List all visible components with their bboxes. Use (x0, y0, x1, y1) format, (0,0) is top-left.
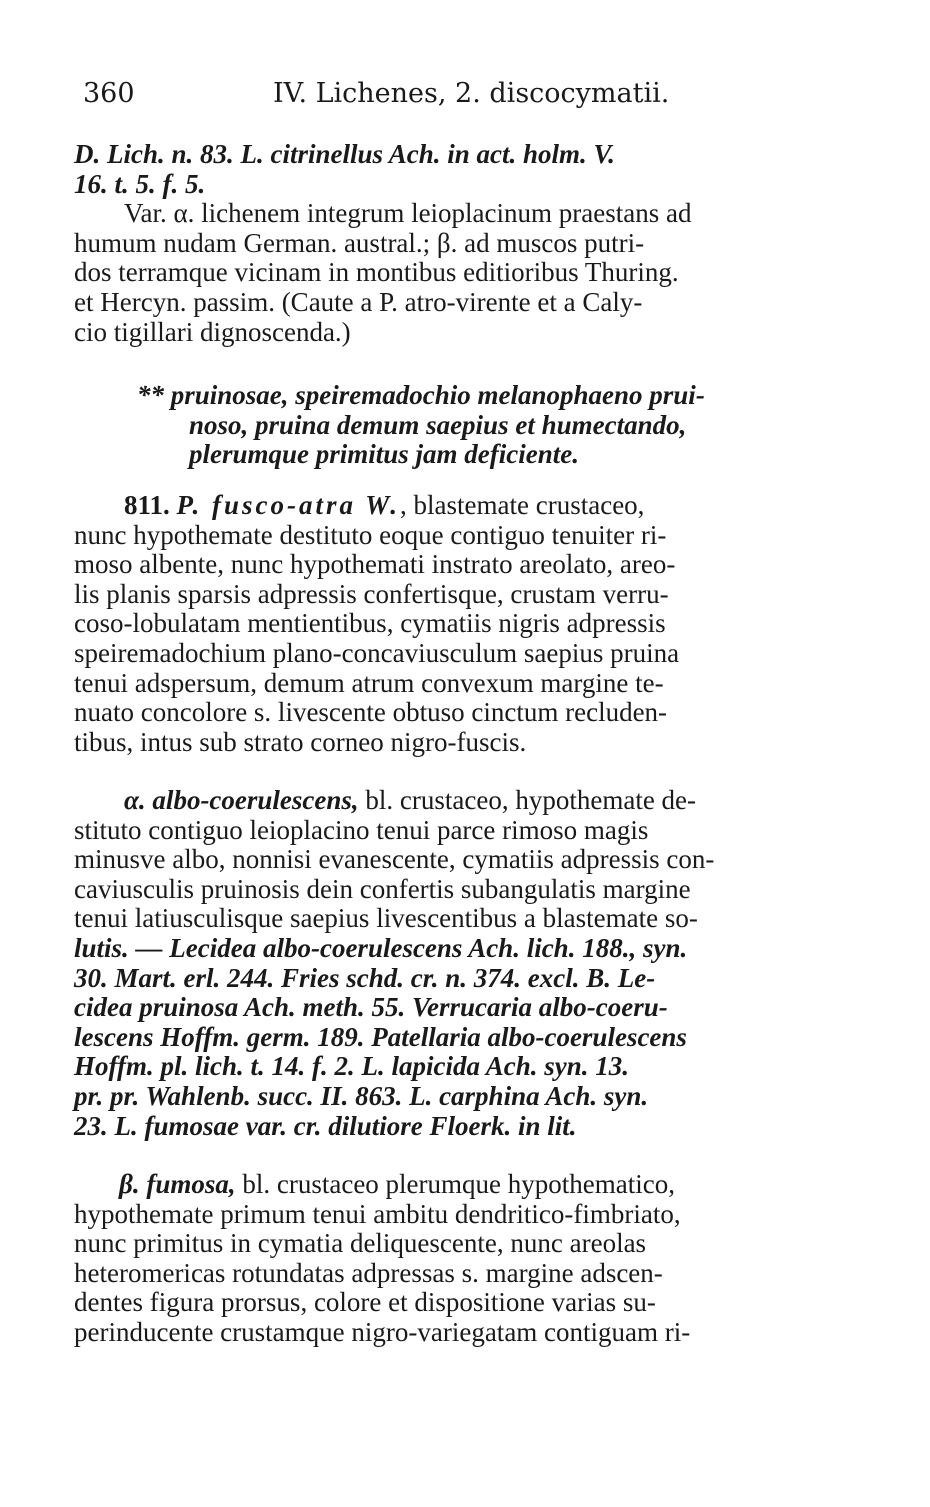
variety-beta (74, 1170, 864, 1348)
text-line: bl. crustaceo plerumque hypothematico, (235, 1169, 675, 1199)
text-line: bl. crustaceo, hypothemate de- (358, 785, 697, 815)
text-line: minusve albo, nonnisi evanescente, cymatiis adpressis con- (74, 844, 715, 875)
text-line: plerumque primitus jam deficiente. (189, 439, 579, 470)
text-line: 23. L. fumosae var. cr. dilutiore Floerk. in lit. (74, 1110, 577, 1141)
text-line: speiremadochium plano-concaviusculum saepius pruina (74, 637, 680, 668)
text-line: cio tigillari dignoscenda.) (74, 316, 351, 347)
running-title: IV. Lichenes, 2. discocymatii. (273, 78, 670, 109)
text-line: caviusculis pruinosis dein confertis subangulatis margine (74, 873, 691, 904)
text-line: et Hercyn. passim. (Caute a P. atro-virente et a Caly- (74, 286, 643, 317)
page-number: 360 (83, 78, 135, 109)
text-line: coso-lobulatam mentientibus, cymatiis nigris adpressis (74, 608, 666, 639)
text-line: tibus, intus sub strato corneo nigro-fuscis. (74, 726, 527, 757)
variety-label: α. albo-coerulescens, (124, 785, 359, 815)
species-name: P. fusco-atra W. (176, 490, 401, 520)
text-line: hypothemate primum tenui ambitu dendritico-fimbriato, (74, 1198, 681, 1229)
text-line: Hoffm. pl. lich. t. 14. f. 2. L. lapicida Ach. syn. 13. (74, 1051, 629, 1082)
variety-alpha (74, 786, 864, 1141)
text-line: cidea pruinosa Ach. meth. 55. Verrucaria albo-coeru- (74, 992, 668, 1023)
paragraph-citrinellus (74, 140, 864, 347)
text-line: lescens Hoffm. germ. 189. Patellaria albo-coerulescens (74, 1021, 687, 1052)
text-line: humum nudam German. austral.; β. ad muscos putri- (74, 227, 645, 258)
text-line: Var. α. lichenem integrum leioplacinum praestans ad (124, 198, 692, 229)
text-line: stituto contiguo leioplacino tenui parce rimoso magis (74, 814, 649, 845)
text-line: , blastemate crustaceo, (400, 490, 645, 520)
entry-number: 811. (124, 490, 170, 520)
text-line: pr. pr. Wahlenb. succ. II. 863. L. carphina Ach. syn. (74, 1080, 649, 1111)
text-line: perinducente crustamque nigro-variegatam contiguam ri- (74, 1316, 691, 1347)
text-line: nuato concolore s. livescente obtuso cinctum recluden- (74, 697, 668, 728)
text-line: 16. t. 5. f. 5. (74, 168, 206, 199)
text-line: dos terramque vicinam in montibus editioribus Thuring. (74, 257, 679, 288)
text-line: noso, pruina demum saepius et humectando, (189, 409, 687, 440)
entry-811-fusco-atra (74, 491, 864, 757)
text-line: nunc primitus in cymatia deliquescente, nunc areolas (74, 1228, 647, 1259)
text-line: dentes figura prorsus, colore et dispositione varias su- (74, 1287, 656, 1318)
text-line: 30. Mart. erl. 244. Fries schd. cr. n. 374. excl. B. Le- (74, 962, 656, 993)
text-line: heteromericas rotundatas adpressas s. margine adscen- (74, 1257, 663, 1288)
text-line: ** pruinosae, speiremadochio melanophaeno prui- (137, 380, 705, 410)
text-line: D. Lich. n. 83. L. citrinellus Ach. in act. holm. V. (74, 139, 615, 169)
text-line: moso albente, nunc hypothemati instrato areolato, areo- (74, 549, 676, 580)
running-header (83, 76, 683, 112)
variety-label: β. fumosa, (119, 1169, 236, 1199)
text-line: lis planis sparsis adpressis confertisque, crustam verru- (74, 578, 669, 609)
text-line: nunc hypothemate destituto eoque contiguo tenuiter ri- (74, 519, 667, 550)
text-line: lutis. — Lecidea albo-coerulescens Ach. lich. 188., syn. (74, 932, 688, 963)
text-line: tenui latiusculisque saepius livescentibus a blastemate so- (74, 903, 698, 934)
paragraph-pruinosae (137, 381, 867, 470)
text-line: tenui adspersum, demum atrum convexum margine te- (74, 667, 664, 698)
